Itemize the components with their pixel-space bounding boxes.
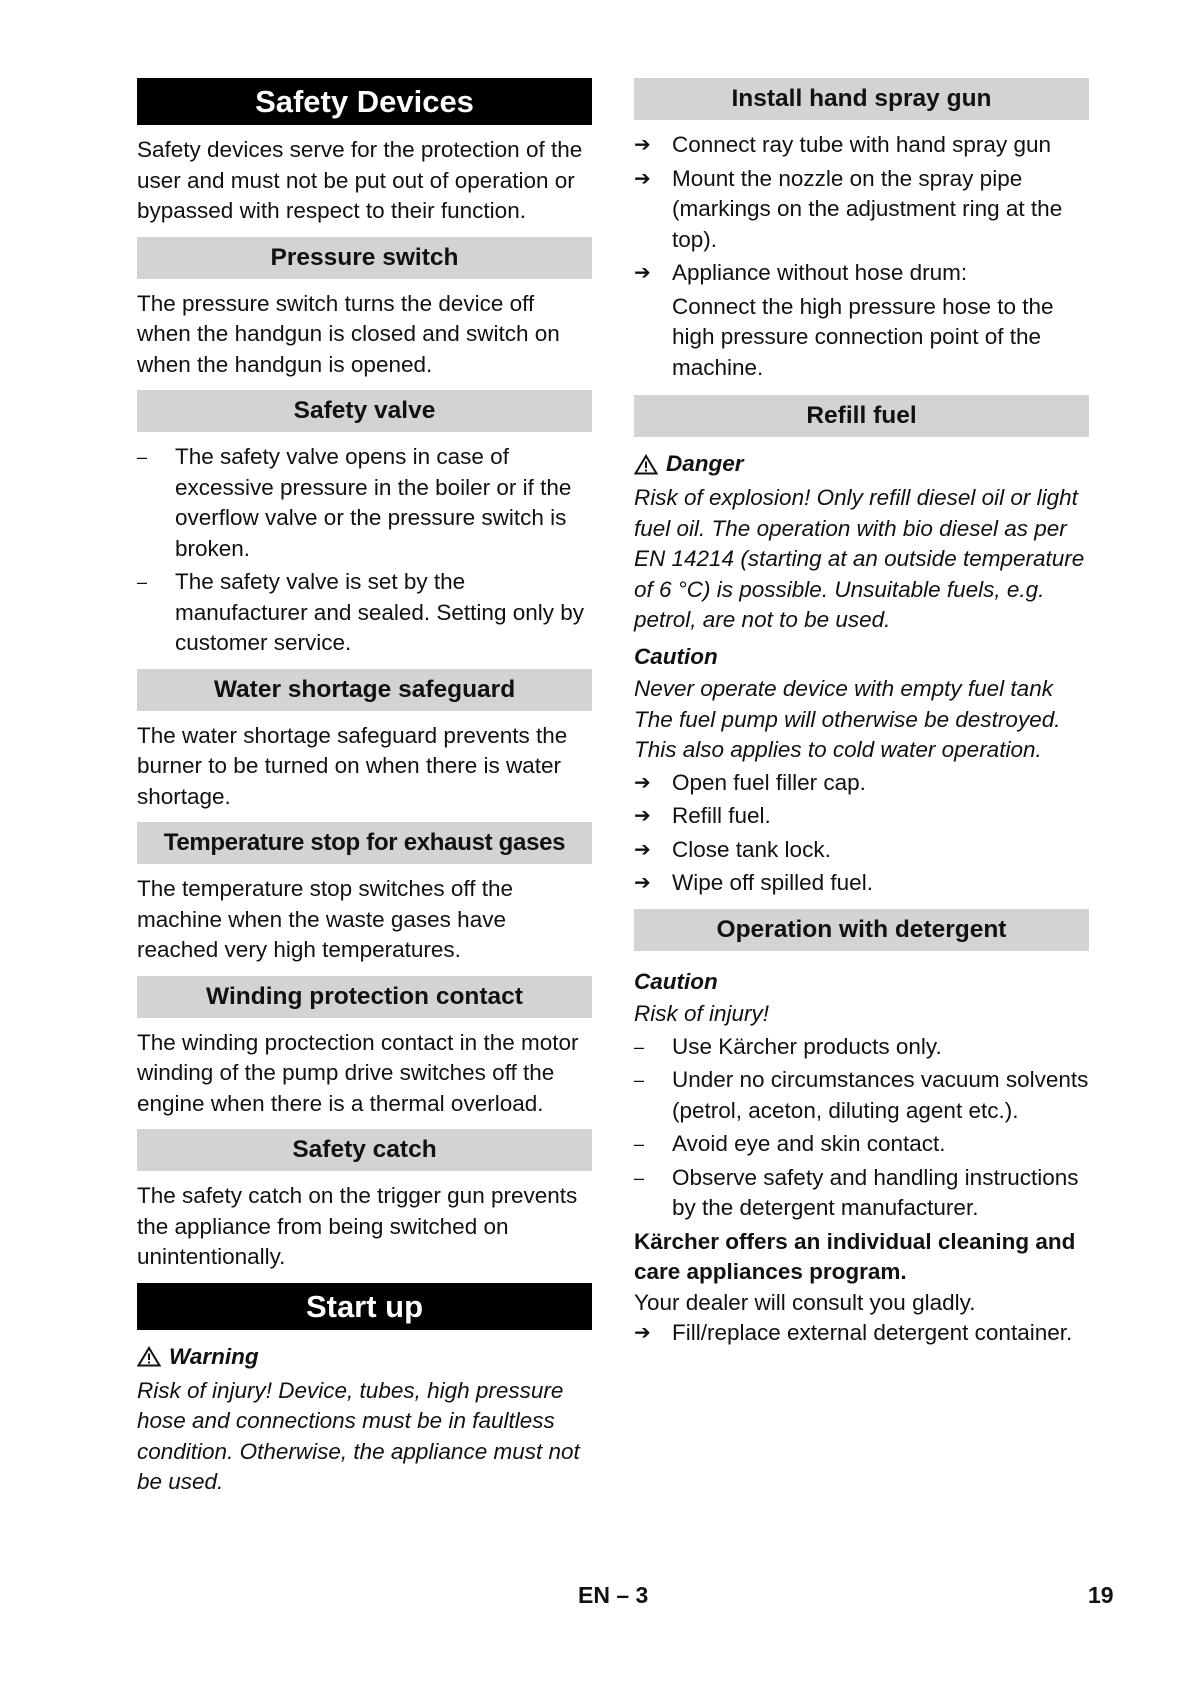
start-up-heading: Start up	[137, 1283, 592, 1330]
warning-label-row	[137, 1342, 592, 1372]
list-item	[634, 1032, 1089, 1063]
dash-bullet: –	[634, 1036, 645, 1057]
dash-bullet: –	[137, 447, 148, 467]
danger-label-row	[634, 449, 1089, 479]
list-item-text: The safety valve is set by the manufacturer and sealed. Setting only by customer service.	[175, 569, 584, 655]
warning-text: Risk of injury! Device, tubes, high pressure hose and connections must be in faultless condition. Otherwise, the appliance must not be used.	[137, 1377, 580, 1494]
danger-label: Danger	[666, 451, 744, 476]
temperature-stop-heading: Temperature stop for exhaust gases	[137, 822, 592, 864]
arrow-right-icon: ➔	[634, 838, 651, 861]
arrow-right-icon: ➔	[634, 167, 651, 190]
pressure-switch-heading: Pressure switch	[137, 237, 592, 279]
caution-text: Never operate device with empty fuel tank The fuel pump will otherwise be destroyed. This also applies to cold water operation.	[634, 676, 1061, 762]
detergent-heading: Operation with detergent	[634, 909, 1089, 951]
footer-section-label: EN – 3	[578, 1582, 649, 1608]
refill-fuel-heading: Refill fuel	[634, 395, 1089, 437]
arrow-right-icon: ➔	[634, 262, 651, 284]
safety-devices-text: Safety devices serve for the protection of the user and must not be put out of operation or bypassed with respect to their function.	[137, 137, 583, 223]
dash-bullet: –	[634, 1167, 645, 1188]
safety-catch-heading: Safety catch	[137, 1129, 592, 1171]
list-item	[137, 567, 592, 659]
step-item	[634, 835, 1089, 866]
step-text: Open fuel filler cap.	[672, 769, 866, 795]
list-item-text: Avoid eye and skin contact.	[672, 1131, 946, 1156]
dash-bullet: –	[137, 572, 148, 592]
dealer-text: Your dealer will consult you gladly.	[634, 1289, 976, 1315]
dash-bullet: –	[634, 1134, 645, 1154]
water-shortage-heading: Water shortage safeguard	[137, 669, 592, 711]
list-item	[634, 1065, 1089, 1126]
step-item	[634, 868, 1089, 899]
danger-text: Risk of explosion! Only refill diesel oil or light fuel oil. The operation with bio diesel as per EN 14214 (starting at an outside temperature of 6 °C) is possible. Unsuitable fuels, e.g. petrol, are not to be used.	[634, 485, 1085, 632]
right-column	[634, 78, 1089, 1352]
page-number: 19	[1088, 1582, 1114, 1608]
step-item	[634, 258, 1089, 289]
step-text: Connect ray tube with hand spray gun	[672, 132, 1051, 157]
safety-devices-heading: Safety Devices	[137, 78, 592, 125]
pressure-switch-text: The pressure switch turns the device off when the handgun is closed and switch on when the handgun is opened.	[137, 290, 560, 377]
caution-label: Caution	[634, 643, 718, 669]
caution-text: Risk of injury!	[634, 1001, 770, 1026]
list-item-text: Under no circumstances vacuum solvents (petrol, aceton, diluting agent etc.).	[672, 1067, 1089, 1123]
caution-label: Caution	[634, 968, 718, 994]
arrow-right-icon: ➔	[634, 771, 651, 794]
step-text: Fill/replace external detergent container.	[672, 1320, 1073, 1345]
safety-catch-text: The safety catch on the trigger gun prevents the appliance from being switched on unintentionally.	[137, 1183, 578, 1269]
list-item-text: Use Kärcher products only.	[672, 1033, 942, 1059]
list-item	[634, 1129, 1089, 1160]
warning-label: Warning	[169, 1343, 259, 1369]
step-continuation: Connect the high pressure hose to the high pressure connection point of the machine.	[672, 293, 1054, 380]
temperature-stop-text: The temperature stop switches off the machine when the waste gases have reached very high temperatures.	[137, 876, 514, 962]
step-item	[634, 801, 1089, 832]
safety-valve-heading: Safety valve	[137, 390, 592, 432]
dash-bullet: –	[634, 1070, 645, 1090]
arrow-right-icon: ➔	[634, 805, 651, 827]
arrow-right-icon: ➔	[634, 872, 651, 894]
step-item	[634, 1318, 1089, 1349]
list-item	[634, 1163, 1089, 1224]
step-text: Wipe off spilled fuel.	[672, 870, 873, 895]
step-item	[634, 130, 1089, 161]
warning-triangle-icon	[634, 454, 658, 475]
list-item	[137, 442, 592, 564]
step-text: Close tank lock.	[672, 836, 831, 862]
left-column	[137, 78, 592, 1508]
step-text: Refill fuel.	[672, 803, 771, 828]
install-gun-heading: Install hand spray gun	[634, 78, 1089, 120]
list-item-text: The safety valve opens in case of excessive pressure in the boiler or if the overflow valve or the pressure switch is broken.	[175, 444, 572, 561]
winding-protection-text: The winding proctection contact in the motor winding of the pump drive switches off the engine when there is a thermal overload.	[137, 1029, 579, 1116]
water-shortage-text: The water shortage safeguard prevents the burner to be turned on when there is water shortage.	[137, 722, 568, 809]
arrow-right-icon: ➔	[634, 134, 651, 156]
step-item	[634, 164, 1089, 256]
arrow-right-icon: ➔	[634, 1322, 651, 1344]
step-text: Appliance without hose drum:	[672, 260, 968, 285]
winding-protection-heading: Winding protection contact	[137, 976, 592, 1018]
step-item	[634, 768, 1089, 799]
step-text: Mount the nozzle on the spray pipe (markings on the adjustment ring at the top).	[672, 165, 1063, 252]
karcher-offer-text: Kärcher offers an individual cleaning and care appliances program.	[634, 1228, 1076, 1284]
list-item-text: Observe safety and handling instructions by the detergent manufacturer.	[672, 1164, 1079, 1220]
warning-triangle-icon	[137, 1346, 161, 1367]
